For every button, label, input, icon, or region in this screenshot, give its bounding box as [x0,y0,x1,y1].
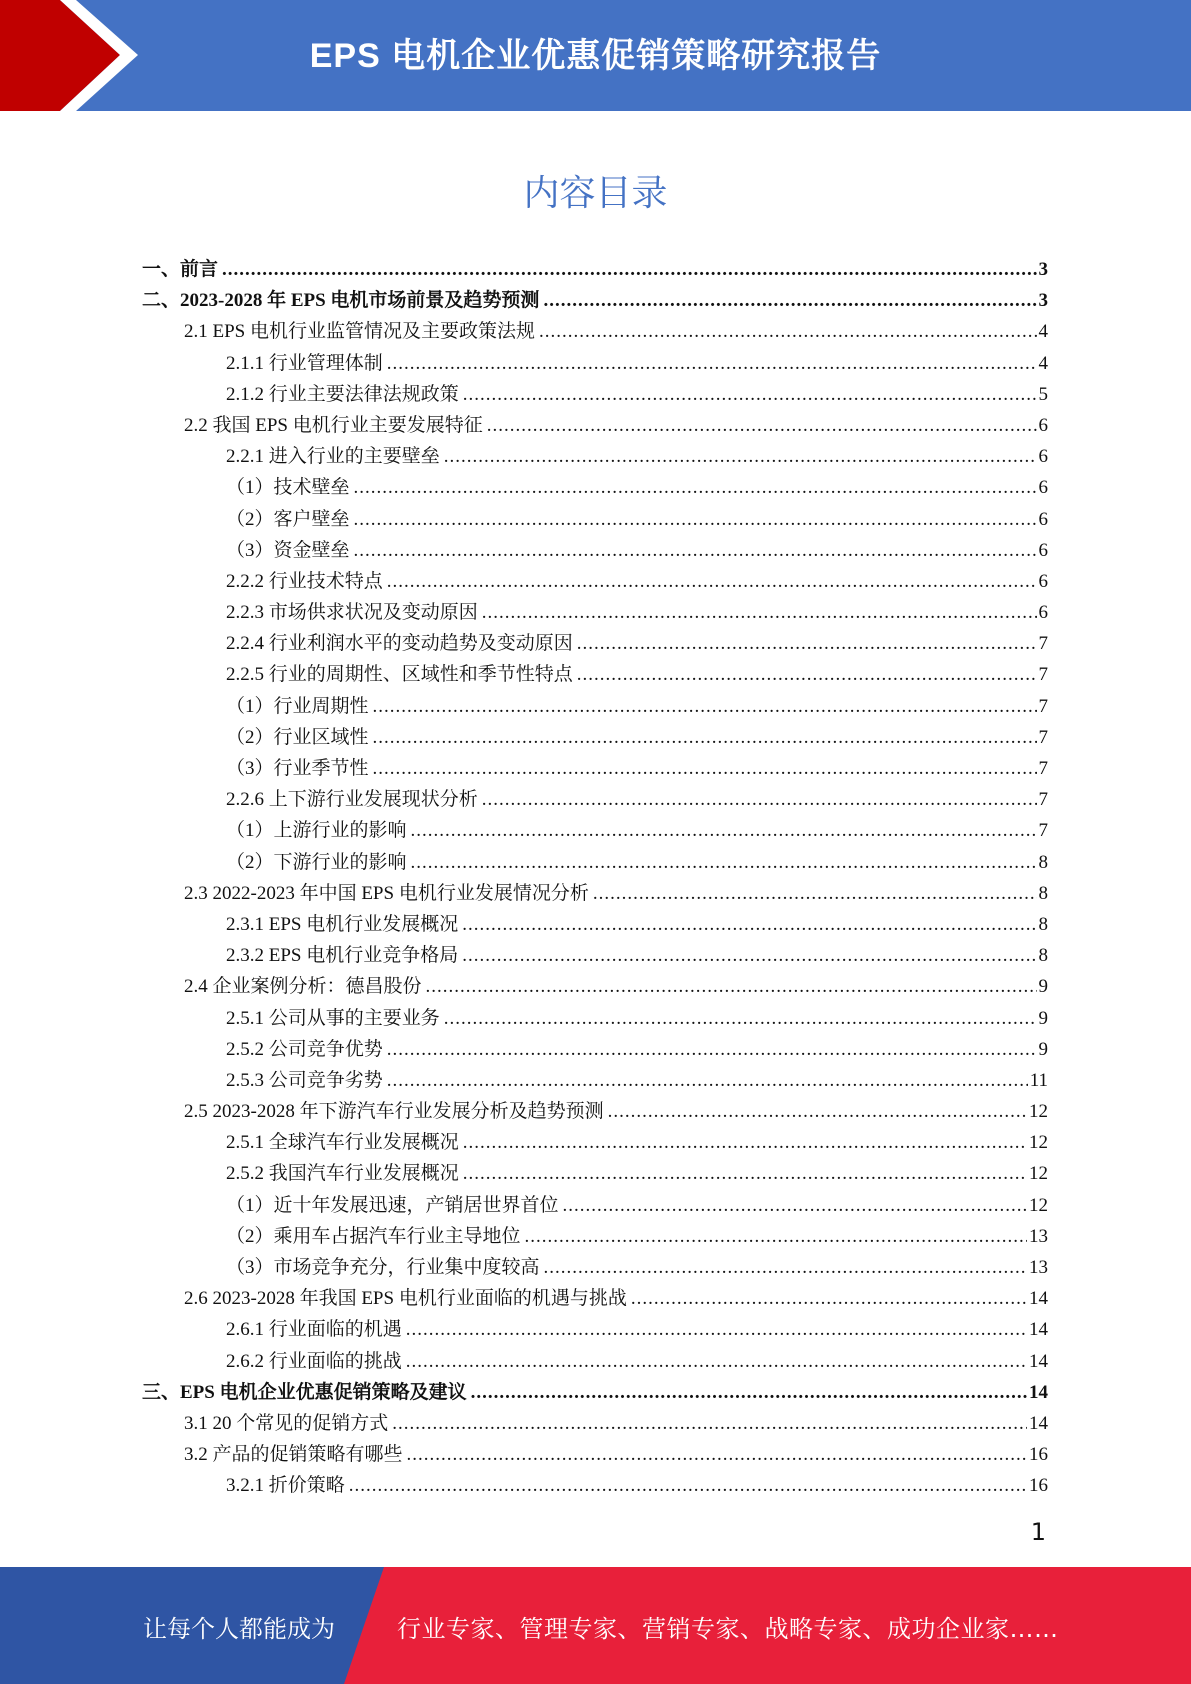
toc-entry-page: 12 [1029,1163,1048,1185]
toc-entry-page: 16 [1029,1475,1048,1497]
toc-entry-title: （3）市场竞争充分，行业集中度较高 [226,1257,540,1278]
toc-entry-title: 二、2023-2028 年 EPS 电机市场前景及趋势预测 [142,290,540,312]
toc-entry-page: 14 [1029,1350,1048,1372]
toc-entry-page: 12 [1029,1194,1048,1216]
toc-entry-page: 6 [1038,508,1048,530]
toc-entry-title: 2.5.1 公司从事的主要业务 [226,1007,440,1029]
toc-entry[interactable] [142,379,1048,410]
toc-entry[interactable] [142,285,1048,316]
toc-entry-title: （1）近十年发展迅速，产销居世界首位 [226,1194,559,1216]
footer-slogan-left: 让每个人都能成为 [143,1615,335,1643]
toc-entry-title: （1）上游行业的影响 [226,820,407,842]
toc-dot-leader [463,1163,1027,1185]
toc-entry-title: （1）技术壁垒 [226,477,350,499]
footer-banner [0,1567,1191,1684]
toc-entry[interactable] [142,722,1048,753]
toc-entry[interactable] [142,597,1048,628]
toc-entry[interactable] [142,1314,1048,1345]
toc-entry-title: （2）乘用车占据汽车行业主导地位 [226,1225,521,1247]
toc-entry[interactable] [142,909,1048,940]
toc-dot-leader [471,1382,1027,1404]
toc-heading: 内容目录 [523,173,668,214]
toc-entry-page: 4 [1038,321,1048,343]
toc-dot-leader [392,1413,1027,1435]
toc-entry[interactable] [142,535,1048,566]
toc-entry-title: （3）资金壁垒 [226,539,350,561]
toc-entry[interactable] [142,254,1048,285]
header-banner [0,0,1191,111]
toc-entry-page: 9 [1038,1038,1048,1060]
toc-entry-page: 8 [1038,851,1048,873]
toc-entry-title: 2.1 EPS 电机行业监管情况及主要政策法规 [184,321,535,343]
toc-entry[interactable] [142,472,1048,503]
page-number: 1 [1030,1518,1046,1546]
toc-dot-leader [411,852,1037,874]
toc-entry-page: 13 [1029,1225,1048,1247]
toc-entry[interactable] [142,628,1048,659]
toc-entry-page: 6 [1038,539,1048,561]
toc-entry[interactable] [142,1065,1048,1096]
toc-dot-leader [426,976,1037,998]
toc-entry-title: 2.5 2023-2028 年下游汽车行业发展分析及趋势预测 [184,1101,604,1123]
toc-entry[interactable] [142,1158,1048,1189]
toc-entry-title: 2.5.2 我国汽车行业发展概况 [226,1163,459,1185]
toc-dot-leader [411,820,1037,842]
toc-entry-page: 6 [1038,477,1048,499]
toc-entry-page: 14 [1029,1319,1048,1341]
toc-entry-page: 7 [1038,726,1048,748]
toc-entry-page: 8 [1038,945,1048,967]
toc-entry-title: 3.2.1 折价策略 [226,1475,345,1497]
toc-entry-page: 5 [1038,383,1048,405]
toc-dot-leader [354,540,1037,562]
toc-entry-title: 2.2.3 市场供求状况及变动原因 [226,602,478,624]
toc-entry-title: 2.4 企业案例分析：德昌股份 [184,976,422,998]
toc-entry[interactable] [142,847,1048,878]
toc-entry-title: （2）下游行业的影响 [226,851,407,873]
toc-entry-page: 14 [1029,1381,1048,1403]
table-of-contents [142,254,1048,1502]
toc-entry[interactable] [142,971,1048,1002]
toc-dot-leader [462,945,1036,967]
toc-dot-leader [482,789,1037,811]
toc-dot-leader [349,1475,1027,1497]
toc-dot-leader [444,1008,1037,1030]
toc-entry[interactable] [142,1377,1048,1408]
toc-entry-title: （1）行业周期性 [226,695,369,717]
report-title: EPS 电机企业优惠促销策略研究报告 [309,37,882,75]
footer-slogan-right: 行业专家、管理专家、营销专家、战略专家、成功企业家…… [397,1615,1059,1643]
toc-entry[interactable] [142,1096,1048,1127]
toc-dot-leader [543,290,1036,312]
toc-entry-title: 3.1 20 个常见的促销方式 [184,1412,389,1434]
toc-dot-leader [354,477,1037,499]
toc-entry-page: 4 [1038,352,1048,374]
toc-entry-page: 14 [1029,1288,1048,1310]
toc-entry-title: 2.2.4 行业利润水平的变动趋势及变动原因 [226,633,573,655]
toc-entry-title: 2.2.2 行业技术特点 [226,570,383,592]
toc-dot-leader [525,1226,1027,1248]
toc-dot-leader [593,883,1037,905]
toc-entry-title: 2.6 2023-2028 年我国 EPS 电机行业面临的机遇与挑战 [184,1288,627,1310]
toc-entry-page: 6 [1038,570,1048,592]
toc-entry-page: 7 [1038,695,1048,717]
toc-entry[interactable] [142,441,1048,472]
toc-entry[interactable] [142,940,1048,971]
toc-entry-page: 3 [1038,259,1048,280]
toc-dot-leader [577,664,1037,686]
toc-entry-page: 12 [1029,1132,1048,1154]
toc-entry-title: 三、EPS 电机企业优惠促销策略及建议 [142,1381,467,1403]
toc-entry-title: 2.2.5 行业的周期性、区域性和季节性特点 [226,664,573,686]
toc-dot-leader [539,321,1037,343]
toc-entry[interactable] [142,1252,1048,1283]
toc-dot-leader [463,384,1037,406]
toc-entry-page: 7 [1038,758,1048,779]
toc-entry-page: 11 [1029,1069,1048,1091]
toc-entry-title: 2.1.2 行业主要法律法规政策 [226,383,459,405]
toc-entry-page: 9 [1038,976,1048,998]
toc-entry-title: 2.6.2 行业面临的挑战 [226,1350,402,1372]
toc-entry[interactable] [142,316,1048,347]
toc-entry-page: 7 [1038,820,1048,842]
toc-dot-leader [387,571,1037,593]
toc-entry-title: 2.3 2022-2023 年中国 EPS 电机行业发展情况分析 [184,882,589,904]
toc-dot-leader [608,1101,1027,1123]
toc-entry[interactable] [142,784,1048,815]
toc-entry[interactable] [142,1127,1048,1158]
toc-dot-leader [222,259,1036,281]
toc-entry[interactable] [142,1470,1048,1501]
toc-entry[interactable] [142,659,1048,690]
toc-entry-page: 3 [1038,290,1048,312]
toc-dot-leader [387,1039,1037,1061]
toc-entry-title: （3）行业季节性 [226,758,369,779]
toc-entry-page: 16 [1029,1444,1048,1466]
toc-dot-leader [463,1132,1027,1154]
toc-entry-page: 12 [1029,1101,1048,1123]
toc-entry[interactable] [142,815,1048,846]
toc-entry-page: 7 [1038,789,1048,811]
toc-entry[interactable] [142,410,1048,441]
toc-dot-leader [354,509,1037,531]
toc-entry[interactable] [142,1190,1048,1221]
toc-entry-page: 8 [1038,913,1048,935]
toc-entry-title: （2）客户壁垒 [226,508,350,530]
toc-entry-page: 7 [1038,633,1048,655]
toc-dot-leader [387,1070,1028,1092]
toc-entry-title: （2）行业区域性 [226,726,369,748]
toc-entry-page: 6 [1038,446,1048,468]
toc-dot-leader [462,914,1036,936]
toc-entry-page: 14 [1029,1412,1048,1434]
toc-entry-title: 2.3.2 EPS 电机行业竞争格局 [226,945,459,967]
toc-entry[interactable] [142,1283,1048,1314]
toc-dot-leader [406,1351,1027,1373]
toc-dot-leader [482,602,1037,624]
toc-entry-page: 6 [1038,602,1048,624]
toc-dot-leader [544,1257,1027,1279]
toc-entry-title: 3.2 产品的促销策略有哪些 [184,1444,403,1466]
toc-dot-leader [444,446,1037,468]
toc-entry-title: 2.6.1 行业面临的机遇 [226,1319,402,1341]
toc-entry[interactable] [142,1439,1048,1470]
toc-dot-leader [373,696,1037,718]
toc-entry[interactable] [142,566,1048,597]
toc-entry-title: 2.5.3 公司竞争劣势 [226,1069,383,1091]
toc-dot-leader [631,1288,1027,1310]
toc-entry[interactable] [142,1034,1048,1065]
toc-entry[interactable] [142,753,1048,784]
toc-entry-title: 一、前言 [142,259,219,280]
toc-entry[interactable] [142,878,1048,909]
toc-entry-title: 2.2 我国 EPS 电机行业主要发展特征 [184,414,483,436]
toc-dot-leader [373,758,1037,780]
toc-dot-leader [407,1444,1027,1466]
toc-entry[interactable] [142,1221,1048,1252]
toc-entry-page: 8 [1038,882,1048,904]
toc-dot-leader [387,353,1037,375]
toc-dot-leader [487,415,1037,437]
toc-dot-leader [373,727,1037,749]
toc-entry[interactable] [142,504,1048,535]
toc-dot-leader [406,1319,1027,1341]
toc-dot-leader [577,633,1037,655]
toc-entry[interactable] [142,1003,1048,1034]
toc-entry[interactable] [142,1408,1048,1439]
toc-entry[interactable] [142,348,1048,379]
toc-entry-title: 2.2.1 进入行业的主要壁垒 [226,446,440,468]
toc-entry[interactable] [142,1346,1048,1377]
toc-entry-page: 7 [1038,664,1048,686]
toc-dot-leader [563,1195,1027,1217]
toc-entry-title: 2.2.6 上下游行业发展现状分析 [226,789,478,811]
toc-entry-page: 13 [1029,1257,1048,1278]
toc-entry-title: 2.5.1 全球汽车行业发展概况 [226,1132,459,1154]
toc-entry-title: 2.5.2 公司竞争优势 [226,1038,383,1060]
toc-entry-page: 6 [1038,414,1048,436]
toc-entry[interactable] [142,691,1048,722]
toc-entry-title: 2.1.1 行业管理体制 [226,352,383,374]
toc-entry-title: 2.3.1 EPS 电机行业发展概况 [226,913,459,935]
toc-entry-page: 9 [1038,1007,1048,1029]
